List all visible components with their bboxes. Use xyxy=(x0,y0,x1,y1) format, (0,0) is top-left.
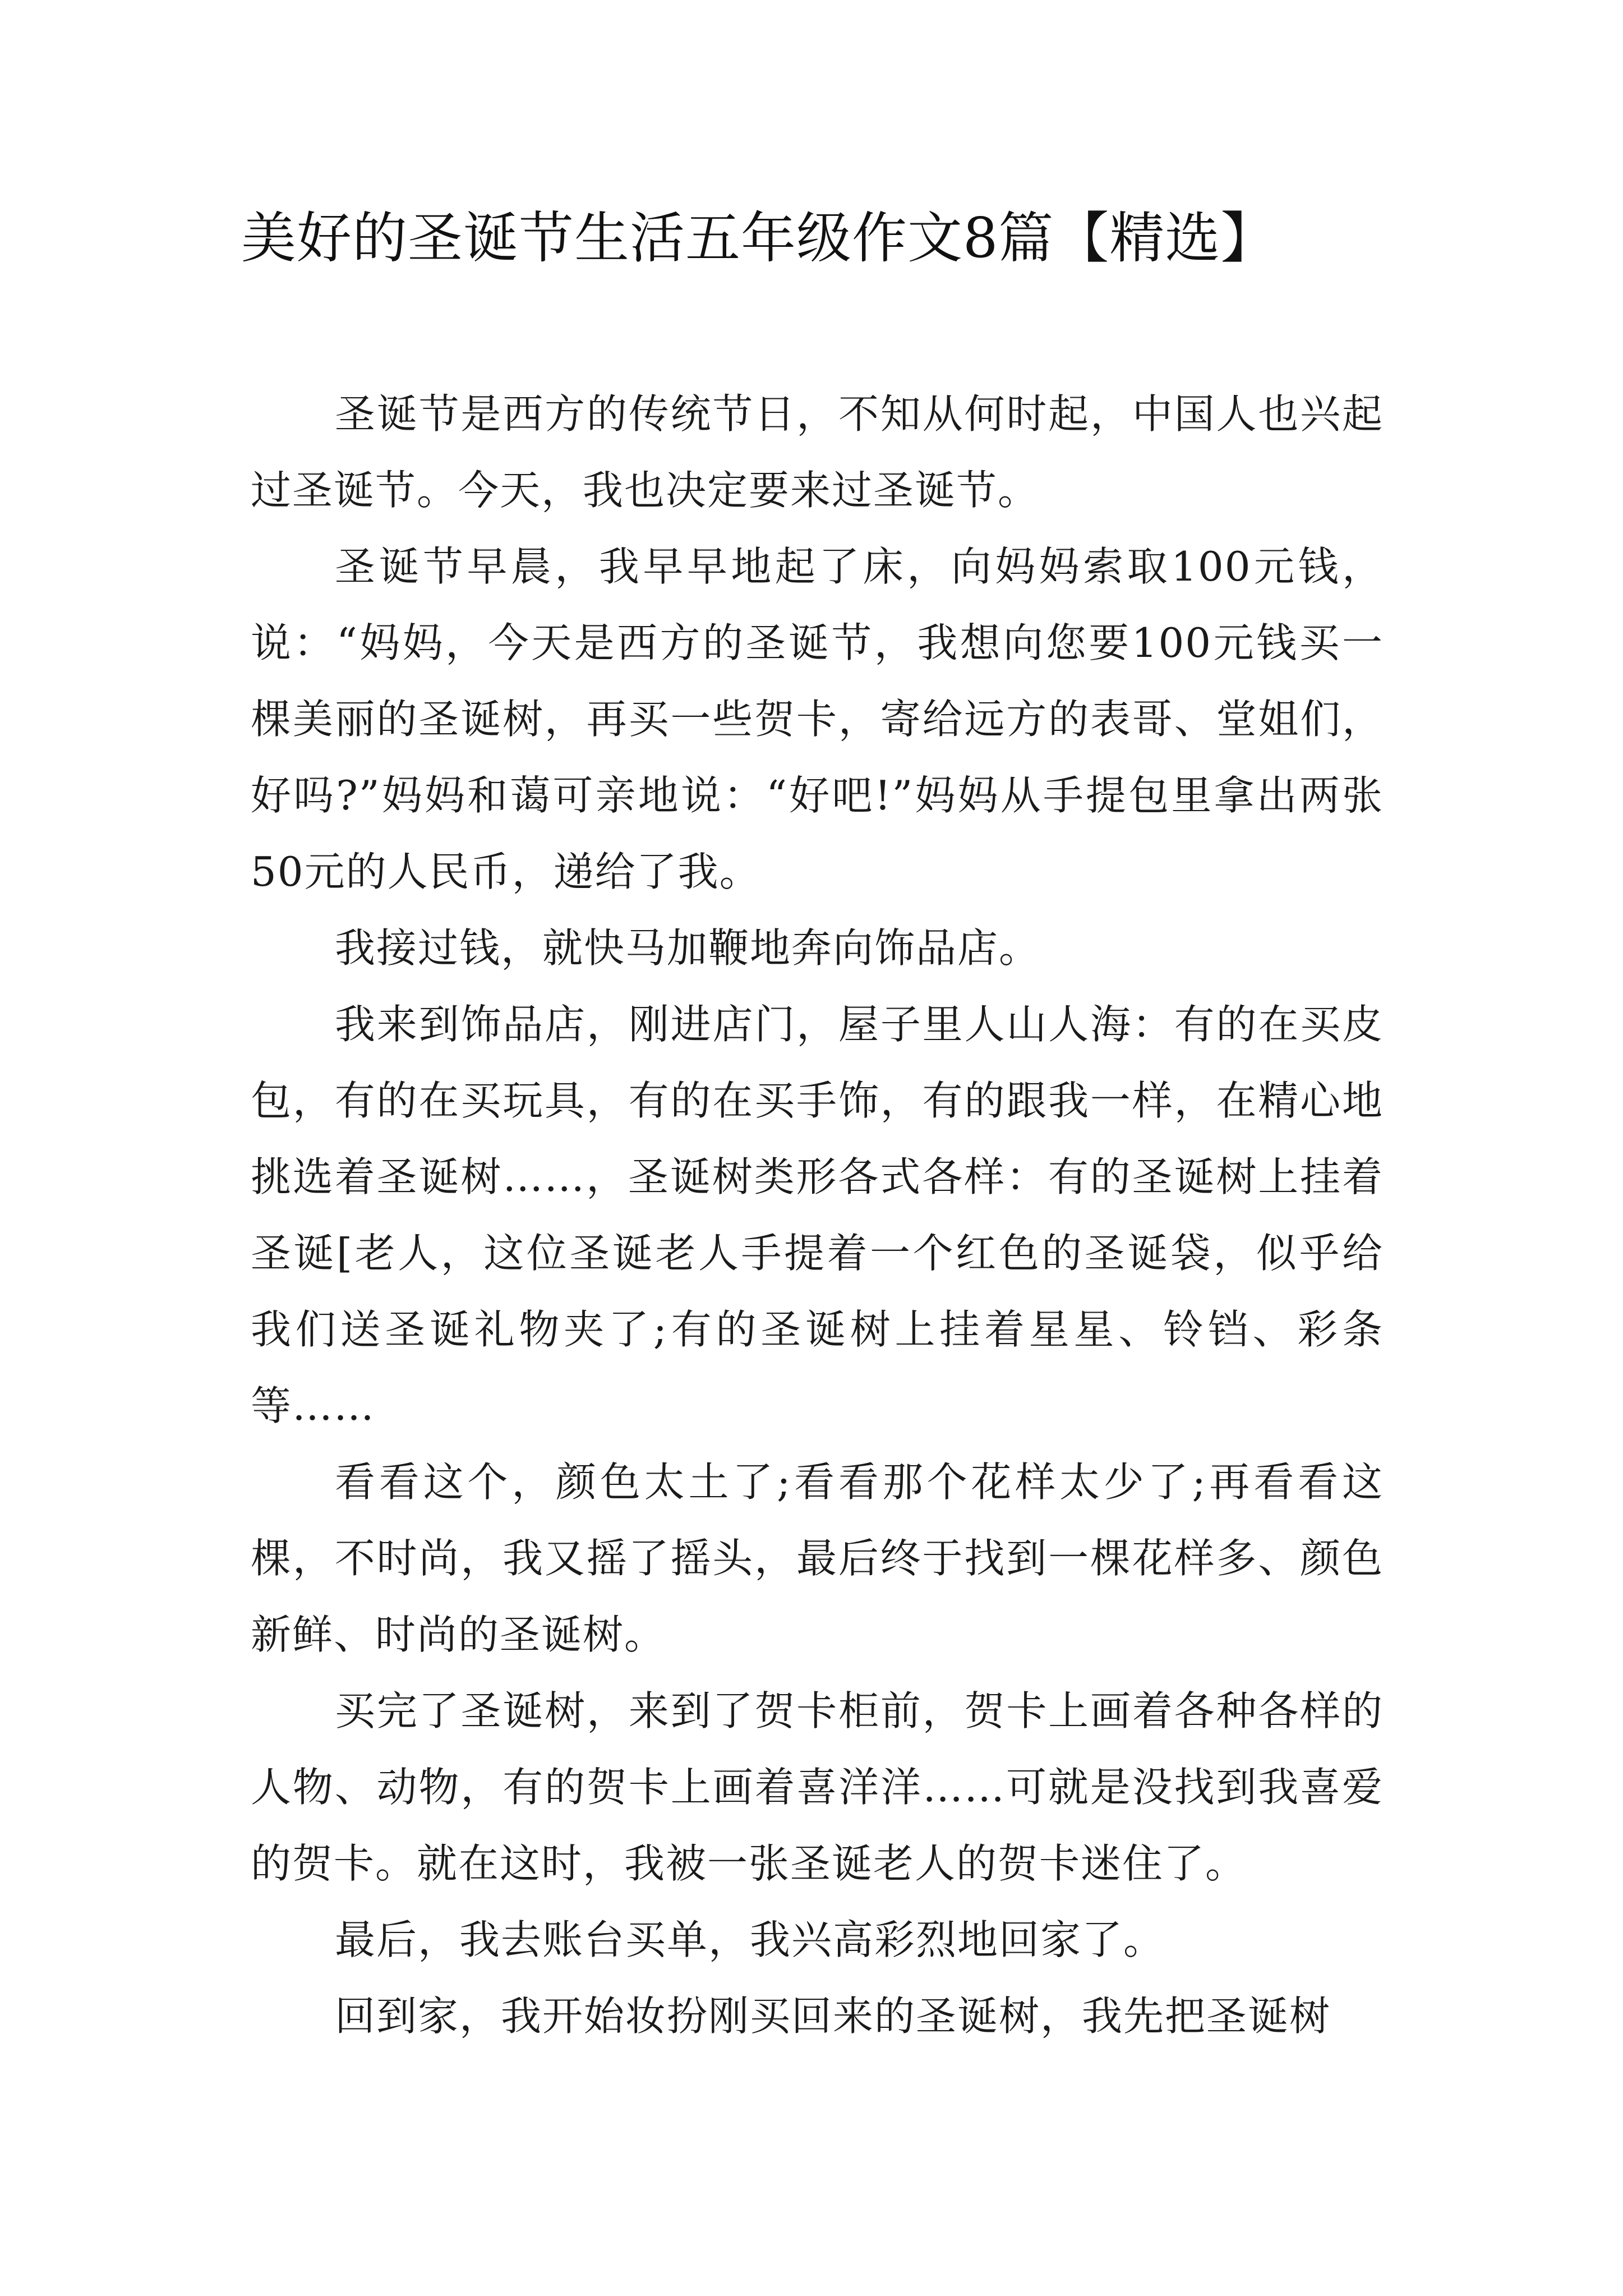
paragraph: 圣诞节是西方的传统节日，不知从何时起，中国人也兴起过圣诞节。今天，我也决定要来过圣诞节。 xyxy=(251,390,1384,514)
paragraph: 看看这个，颜色太土了;看看那个花样太少了;再看看这棵，不时尚，我又摇了摇头，最后终于找到一棵花样多、颜色新鲜、时尚的圣诞树。 xyxy=(251,1458,1384,1658)
paragraph: 买完了圣诞树，来到了贺卡柜前，贺卡上画着各种各样的人物、动物，有的贺卡上画着喜洋洋……可就是没找到我喜爱的贺卡。就在这时，我被一张圣诞老人的贺卡迷住了。 xyxy=(251,1687,1384,1887)
document-body xyxy=(251,376,1384,2054)
document-title: 美好的圣诞节生活五年级作文8篇【精选】 xyxy=(241,206,1276,270)
paragraph: 最后，我去账台买单，我兴高彩烈地回家了。 xyxy=(335,1916,1165,1963)
paragraph: 圣诞节早晨，我早早地起了床，向妈妈索取100元钱，说：“妈妈，今天是西方的圣诞节，我想向您要100元钱买一棵美丽的圣诞树，再买一些贺卡，寄给远方的表哥、堂姐们，好吗?”妈妈和蔼可亲地说：“好吧!”妈妈从手提包里拿出两张50元的人民币，递给了我。 xyxy=(251,543,1384,895)
paragraph: 我来到饰品店，刚进店门，屋子里人山人海：有的在买皮包，有的在买玩具，有的在买手饰，有的跟我一样，在精心地挑选着圣诞树……，圣诞树类形各式各样：有的圣诞树上挂着圣诞[老人，这位圣诞老人手提着一个红色的圣诞袋，似乎给我们送圣诞礼物夹了;有的圣诞树上挂着星星、铃铛、彩条等…… xyxy=(251,1001,1384,1429)
paragraph: 我接过钱，就快马加鞭地奔向饰品店。 xyxy=(335,924,1041,972)
paragraph: 回到家，我开始妆扮刚买回来的圣诞树，我先把圣诞树 xyxy=(335,1993,1331,2040)
